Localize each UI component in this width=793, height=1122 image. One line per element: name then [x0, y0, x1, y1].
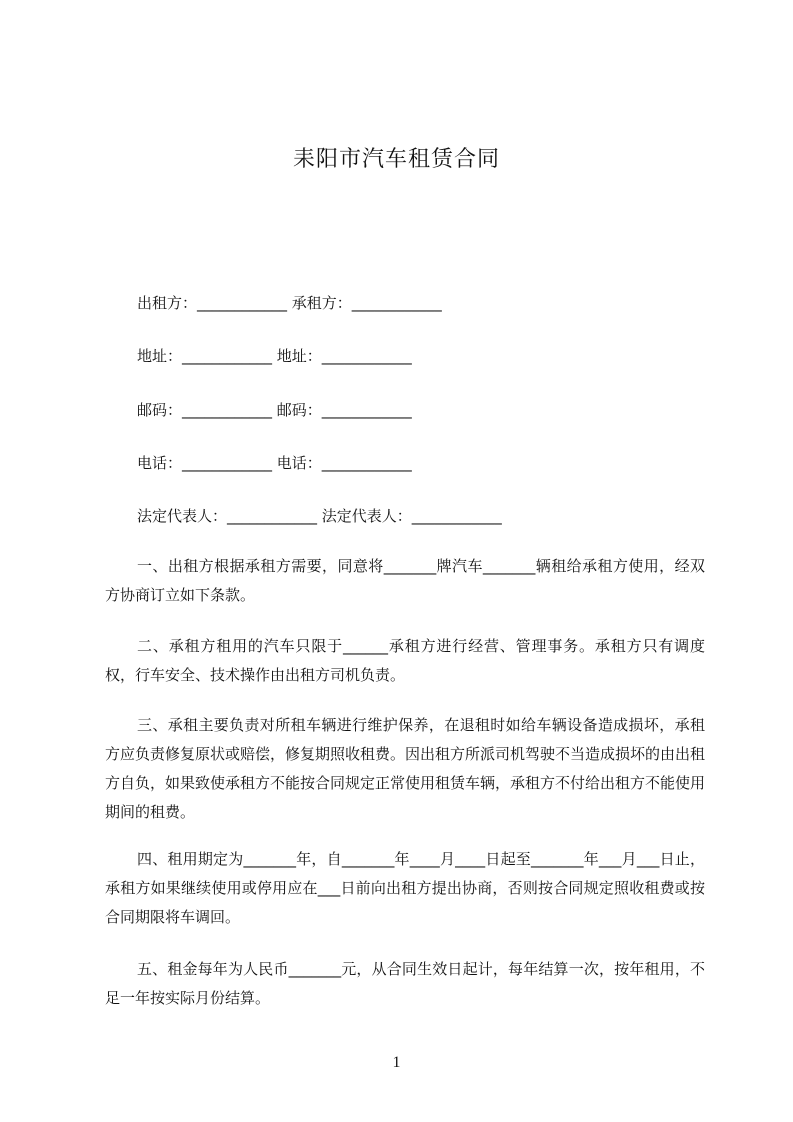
- party-line-legal-representative: 法定代表人：____________ 法定代表人：____________: [137, 507, 502, 525]
- document-title: 耒阳市汽车租赁合同: [292, 147, 500, 172]
- clause-1: 一、出租方根据承租方需要，同意将_______牌汽车_______辆租给承租方使用，经双方协商订立如下条款。: [105, 557, 705, 604]
- party-line-lessor-lessee: 出租方：____________ 承租方：____________: [137, 294, 442, 312]
- clause-2: 二、承租方租用的汽车只限于______承租方进行经营、管理事务。承租方只有调度权，行车安全、技术操作由出租方司机负责。: [105, 637, 705, 684]
- party-line-postcode: 邮码：____________ 邮码：____________: [137, 401, 412, 419]
- party-line-address: 地址：____________ 地址：____________: [137, 347, 412, 365]
- clause-3: 三、承租主要负责对所租车辆进行维护保养，在退租时如给车辆设备造成损坏，承租方应负责修复原状或赔偿，修复期照收租费。因出租方所派司机驾驶不当造成损坏的由出租方自负，如果致使承租方不能按合同规定正常使用租赁车辆，承租方不付给出租方不能使用期间的租费。: [105, 716, 706, 821]
- clause-4: 四、租用期定为_______年，自_______年____月____日起至_______年___月___日止，承租方如果继续使用或停用应在___日前向出租方提出协商，否则按合同规定照收租费或按合同期限将车调回。: [105, 850, 705, 926]
- page-number: 1: [392, 1054, 401, 1071]
- party-line-phone: 电话：____________ 电话：____________: [137, 454, 412, 472]
- clause-5: 五、租金每年为人民币_______元，从合同生效日起计，每年结算一次，按年租用，不足一年按实际月份结算。: [105, 960, 705, 1007]
